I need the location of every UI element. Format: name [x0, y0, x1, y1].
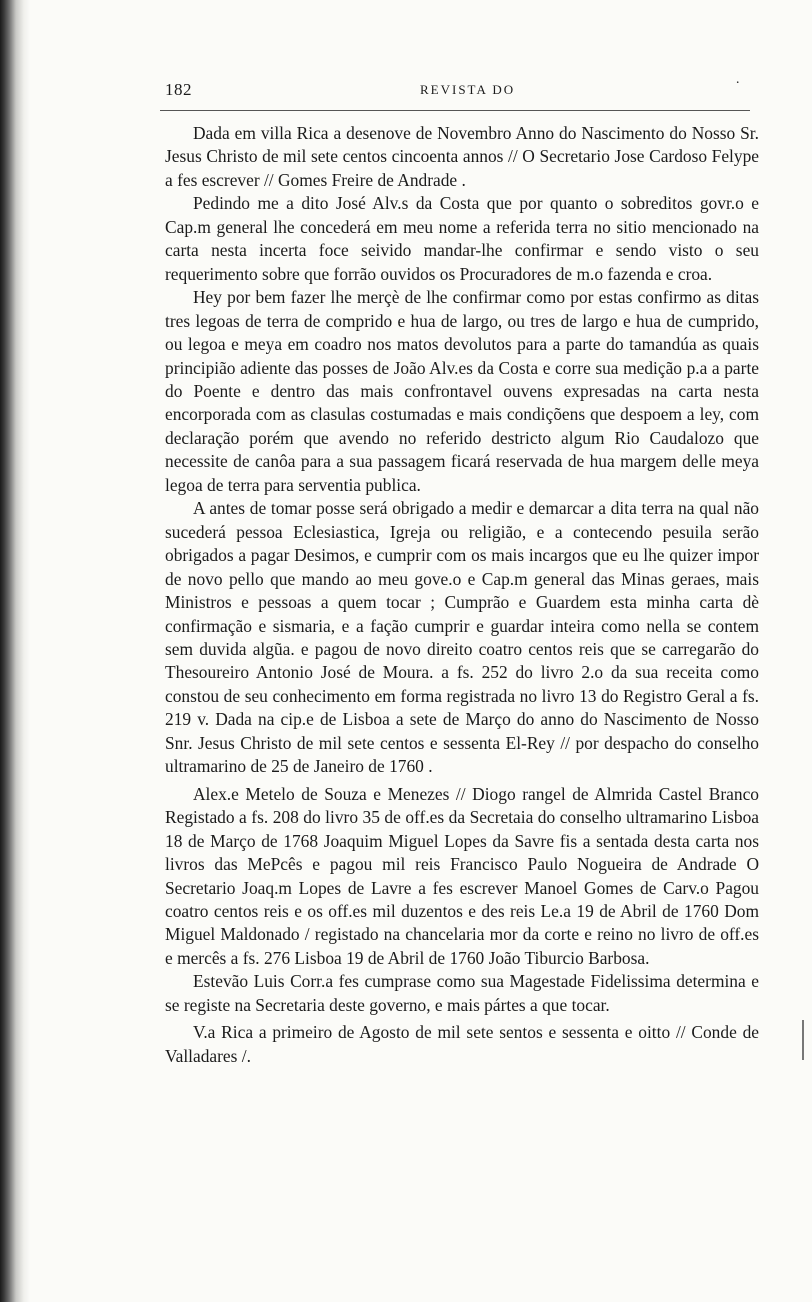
body-text [165, 122, 759, 1068]
header-rule [160, 110, 750, 111]
paragraph-signatures: Alex.e Metelo de Souza e Menezes // Diogo rangel de Almrida Castel Branco Registado a fs. 208 do livro 35 de off.es da Secretaia do conselho ultramarino Lisboa 18 de Março de 1768 Joaquim Miguel Lopes da Savre fis a sentada desta carta nos livros das MePcês e pagou mil reis Francisco Paulo Nogueira de Andrade O Secretario Joaq.m Lopes de Lavre a fes escrever Manoel Gomes de Carv.o Pagou coatro centos reis e os off.es mil duzentos e des reis Le.a 19 de Abril de 1760 Dom Miguel Maldonado / registado na chancelaria mor da corte e reino no livro de off.es e mercês a fs. 276 Lisboa 19 de Abril de 1760 João Tiburcio Barbosa. [165, 783, 759, 968]
book-spine-shadow [0, 0, 30, 1302]
paragraph-estevao: Estevão Luis Corr.a fes cumprase como sua Magestade Fidelissima determina e se registe na Secretaria deste governo, e mais pártes a que tocar. [165, 971, 759, 1015]
page-edge-mark [802, 1020, 804, 1060]
running-head: REVISTA DO [420, 82, 516, 97]
paragraph-antes: A antes de tomar posse será obrigado a medir e demarcar a dita terra na qual não sucederá pessoa Eclesiastica, Igreja ou religião, e a contecendo pesuila serão obrigados a pagar Desimos, e cumprir com os mais incargos que eu lhe quizer impor de novo pello que mando ao meu gove.o e Cap.m general das Minas geraes, mais Ministros e pessoas a quem tocar ; Cumprão e Guardem esta minha carta dè confirmação e sismaria, e a fação cumprir e guardar inteira como nella se contem sem duvida algũa. e pagou de novo direito coatro centos reis que se carregarão do Thesoureiro Antonio José de Moura. a fs. 252 do livro 2.o da sua receita como constou de seu conhecimento em forma registrada no livro 13 do Registro Geral a fs. 219 v. Dada na cip.e de Lisboa a sete de Março do anno do Nascimento de Nosso Snr. Jesus Christo de mil sete centos e sessenta El-Rey // por despacho do conselho ultramarino de 25 de Janeiro de 1760 . [165, 498, 759, 777]
paragraph-pedindo: Pedindo me a dito José Alv.s da Costa que por quanto o sobreditos govr.o e Cap.m general lhe concederá em meu nome a referida terra no sitio mencionado na carta nesta incerta foce seivido mandar-lhe confirmar e sendo visto o seu requerimento sobre que forrão ouvidos os Procuradores de m.o fazenda e croa. [165, 193, 759, 284]
page-number: 182 [165, 80, 192, 99]
page-header [165, 76, 755, 104]
paragraph-hey: Hey por bem fazer lhe merçè de lhe confirmar como por estas confirmo as ditas tres legoas de terra de comprido e hua de largo, ou tres de largo e hua de cumprido, ou legoa e meya em coadro nos matos devolutos para a parte do tamandúa as quais principião adiente das posses de João Alv.es da Costa e corre sua medição p.a a parte do Poente e dentro das mais confrontavel ouvens expresadas na carta nesta encorporada com as clasulas costumadas e mais condiçõens que despoem a ley, com declaração porém que avendo no referido destricto algum Rio Caudalozo que necessite de canôa para a sua passagem ficará reservada de hua margem delle meya legoa de terra para serventia publica. [165, 287, 759, 495]
paragraph-closing: V.a Rica a primeiro de Agosto de mil sete sentos e sessenta e oitto // Conde de Valladares /. [165, 1022, 759, 1066]
header-dot: · [735, 76, 740, 91]
paragraph-dada: Dada em villa Rica a desenove de Novembro Anno do Nascimento do Nosso Sr. Jesus Christo de mil sete centos cincoenta annos // O Secretario Jose Cardoso Felype a fes escrever // Gomes Freire de Andrade . [165, 123, 759, 190]
